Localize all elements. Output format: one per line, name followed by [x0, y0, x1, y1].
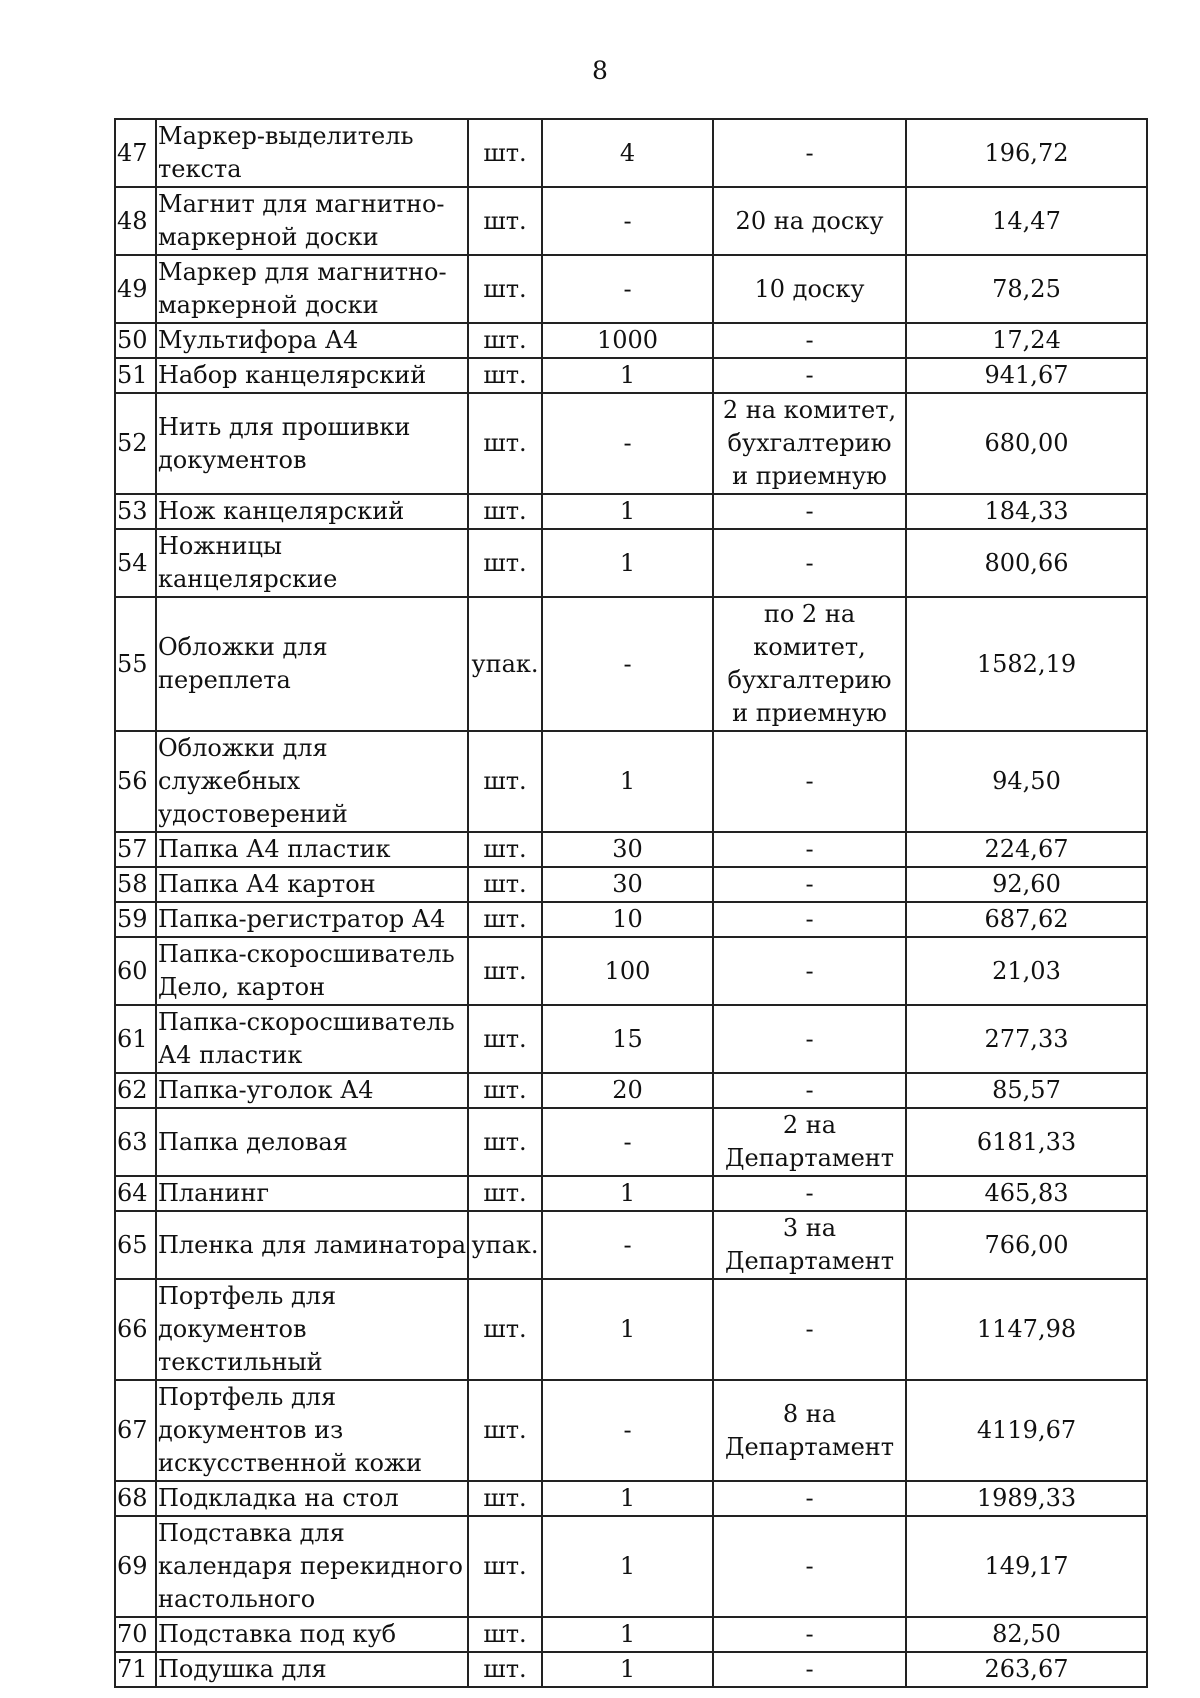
- item-name: Папка-скоросшиватель Дело, картон: [156, 937, 468, 1005]
- row-number: 49: [115, 255, 156, 323]
- table-row: [115, 255, 1147, 323]
- item-name: Планинг: [156, 1176, 468, 1211]
- item-note: 8 на Департамент: [713, 1380, 906, 1481]
- item-name: Папка А4 пластик: [156, 832, 468, 867]
- item-unit: шт.: [468, 1380, 542, 1481]
- row-number: 64: [115, 1176, 156, 1211]
- supplies-table-body: [115, 119, 1147, 1687]
- item-price: 277,33: [906, 1005, 1147, 1073]
- item-unit: шт.: [468, 255, 542, 323]
- item-quantity: -: [542, 1380, 713, 1481]
- item-unit: шт.: [468, 494, 542, 529]
- item-note: по 2 на комитет, бухгалтерию и приемную: [713, 597, 906, 731]
- row-number: 52: [115, 393, 156, 494]
- item-quantity: 1: [542, 1481, 713, 1516]
- item-name: Папка А4 картон: [156, 867, 468, 902]
- item-quantity: 4: [542, 119, 713, 187]
- row-number: 51: [115, 358, 156, 393]
- item-note: -: [713, 119, 906, 187]
- item-name: Мультифора А4: [156, 323, 468, 358]
- item-price: 78,25: [906, 255, 1147, 323]
- item-note: -: [713, 832, 906, 867]
- item-note: -: [713, 494, 906, 529]
- row-number: 53: [115, 494, 156, 529]
- table-row: [115, 1279, 1147, 1380]
- item-quantity: 1: [542, 358, 713, 393]
- item-name: Маркер-выделитель текста: [156, 119, 468, 187]
- item-price: 149,17: [906, 1516, 1147, 1617]
- item-price: 224,67: [906, 832, 1147, 867]
- item-name: Портфель для документов текстильный: [156, 1279, 468, 1380]
- item-quantity: 1: [542, 731, 713, 832]
- item-quantity: -: [542, 1108, 713, 1176]
- item-name: Папка деловая: [156, 1108, 468, 1176]
- item-unit: шт.: [468, 1652, 542, 1687]
- item-note: 20 на доску: [713, 187, 906, 255]
- item-quantity: 1: [542, 1176, 713, 1211]
- item-quantity: 100: [542, 937, 713, 1005]
- table-row: [115, 1073, 1147, 1108]
- table-row: [115, 902, 1147, 937]
- item-quantity: 15: [542, 1005, 713, 1073]
- table-row: [115, 393, 1147, 494]
- item-unit: шт.: [468, 1005, 542, 1073]
- item-unit: шт.: [468, 358, 542, 393]
- table-row: [115, 1211, 1147, 1279]
- row-number: 59: [115, 902, 156, 937]
- item-note: -: [713, 1516, 906, 1617]
- item-note: -: [713, 1617, 906, 1652]
- item-unit: шт.: [468, 187, 542, 255]
- row-number: 70: [115, 1617, 156, 1652]
- item-note: -: [713, 358, 906, 393]
- row-number: 61: [115, 1005, 156, 1073]
- table-row: [115, 1652, 1147, 1687]
- table-row: [115, 1176, 1147, 1211]
- row-number: 69: [115, 1516, 156, 1617]
- item-note: -: [713, 323, 906, 358]
- item-note: 3 на Департамент: [713, 1211, 906, 1279]
- item-note: -: [713, 867, 906, 902]
- item-name: Пленка для ламинатора: [156, 1211, 468, 1279]
- item-unit: шт.: [468, 1516, 542, 1617]
- item-quantity: 1: [542, 1279, 713, 1380]
- item-name: Подставка под куб: [156, 1617, 468, 1652]
- item-name: Ножницы канцелярские: [156, 529, 468, 597]
- item-price: 196,72: [906, 119, 1147, 187]
- table-row: [115, 119, 1147, 187]
- table-row: [115, 1516, 1147, 1617]
- item-note: 2 на комитет, бухгалтерию и приемную: [713, 393, 906, 494]
- table-row: [115, 323, 1147, 358]
- table-row: [115, 1617, 1147, 1652]
- item-name: Подставка для календаря перекидного настольного: [156, 1516, 468, 1617]
- item-unit: шт.: [468, 731, 542, 832]
- item-price: 21,03: [906, 937, 1147, 1005]
- item-price: 14,47: [906, 187, 1147, 255]
- item-quantity: 20: [542, 1073, 713, 1108]
- item-name: Подушка для: [156, 1652, 468, 1687]
- item-unit: шт.: [468, 1279, 542, 1380]
- item-price: 184,33: [906, 494, 1147, 529]
- item-quantity: 1: [542, 529, 713, 597]
- item-note: -: [713, 1176, 906, 1211]
- item-note: -: [713, 529, 906, 597]
- table-row: [115, 529, 1147, 597]
- item-unit: шт.: [468, 1481, 542, 1516]
- item-name: Папка-регистратор А4: [156, 902, 468, 937]
- item-price: 1582,19: [906, 597, 1147, 731]
- row-number: 55: [115, 597, 156, 731]
- table-row: [115, 187, 1147, 255]
- item-name: Нить для прошивки документов: [156, 393, 468, 494]
- item-price: 766,00: [906, 1211, 1147, 1279]
- table-row: [115, 597, 1147, 731]
- item-note: 10 доску: [713, 255, 906, 323]
- item-note: -: [713, 937, 906, 1005]
- item-unit: шт.: [468, 832, 542, 867]
- item-price: 94,50: [906, 731, 1147, 832]
- item-price: 4119,67: [906, 1380, 1147, 1481]
- row-number: 56: [115, 731, 156, 832]
- row-number: 71: [115, 1652, 156, 1687]
- item-note: -: [713, 1279, 906, 1380]
- item-price: 6181,33: [906, 1108, 1147, 1176]
- item-price: 941,67: [906, 358, 1147, 393]
- item-price: 1147,98: [906, 1279, 1147, 1380]
- item-unit: шт.: [468, 323, 542, 358]
- item-quantity: 1: [542, 1652, 713, 1687]
- item-note: 2 на Департамент: [713, 1108, 906, 1176]
- item-price: 263,67: [906, 1652, 1147, 1687]
- item-name: Подкладка на стол: [156, 1481, 468, 1516]
- item-note: -: [713, 731, 906, 832]
- item-unit: шт.: [468, 1108, 542, 1176]
- row-number: 65: [115, 1211, 156, 1279]
- row-number: 63: [115, 1108, 156, 1176]
- item-unit: шт.: [468, 119, 542, 187]
- item-name: Набор канцелярский: [156, 358, 468, 393]
- table-row: [115, 494, 1147, 529]
- row-number: 67: [115, 1380, 156, 1481]
- item-quantity: 1: [542, 494, 713, 529]
- item-name: Магнит для магнитно-маркерной доски: [156, 187, 468, 255]
- item-name: Портфель для документов из искусственной кожи: [156, 1380, 468, 1481]
- item-quantity: 1: [542, 1617, 713, 1652]
- item-quantity: -: [542, 1211, 713, 1279]
- item-unit: шт.: [468, 393, 542, 494]
- item-unit: шт.: [468, 1073, 542, 1108]
- item-quantity: -: [542, 597, 713, 731]
- row-number: 62: [115, 1073, 156, 1108]
- item-unit: шт.: [468, 529, 542, 597]
- item-quantity: 30: [542, 867, 713, 902]
- row-number: 60: [115, 937, 156, 1005]
- item-name: Нож канцелярский: [156, 494, 468, 529]
- item-quantity: 1000: [542, 323, 713, 358]
- row-number: 48: [115, 187, 156, 255]
- table-row: [115, 1481, 1147, 1516]
- item-name: Обложки для переплета: [156, 597, 468, 731]
- item-quantity: 1: [542, 1516, 713, 1617]
- item-quantity: 10: [542, 902, 713, 937]
- table-row: [115, 1005, 1147, 1073]
- table-row: [115, 358, 1147, 393]
- item-price: 17,24: [906, 323, 1147, 358]
- item-price: 85,57: [906, 1073, 1147, 1108]
- table-row: [115, 731, 1147, 832]
- row-number: 50: [115, 323, 156, 358]
- item-note: -: [713, 1073, 906, 1108]
- row-number: 58: [115, 867, 156, 902]
- item-price: 82,50: [906, 1617, 1147, 1652]
- item-note: -: [713, 1652, 906, 1687]
- table-row: [115, 867, 1147, 902]
- item-quantity: 30: [542, 832, 713, 867]
- item-quantity: -: [542, 187, 713, 255]
- item-unit: шт.: [468, 937, 542, 1005]
- row-number: 47: [115, 119, 156, 187]
- supplies-table: [114, 118, 1148, 1688]
- item-price: 92,60: [906, 867, 1147, 902]
- item-unit: шт.: [468, 902, 542, 937]
- table-row: [115, 937, 1147, 1005]
- table-row: [115, 1380, 1147, 1481]
- item-note: -: [713, 1005, 906, 1073]
- item-price: 800,66: [906, 529, 1147, 597]
- item-unit: шт.: [468, 1176, 542, 1211]
- table-row: [115, 832, 1147, 867]
- item-price: 465,83: [906, 1176, 1147, 1211]
- row-number: 57: [115, 832, 156, 867]
- item-name: Папка-скоросшиватель А4 пластик: [156, 1005, 468, 1073]
- item-name: Папка-уголок А4: [156, 1073, 468, 1108]
- item-quantity: -: [542, 393, 713, 494]
- item-quantity: -: [542, 255, 713, 323]
- table-row: [115, 1108, 1147, 1176]
- item-price: 1989,33: [906, 1481, 1147, 1516]
- item-unit: упак.: [468, 1211, 542, 1279]
- item-unit: шт.: [468, 1617, 542, 1652]
- item-price: 680,00: [906, 393, 1147, 494]
- row-number: 54: [115, 529, 156, 597]
- page-number: 8: [592, 56, 608, 85]
- item-note: -: [713, 902, 906, 937]
- item-name: Обложки для служебных удостоверений: [156, 731, 468, 832]
- item-name: Маркер для магнитно-маркерной доски: [156, 255, 468, 323]
- item-note: -: [713, 1481, 906, 1516]
- row-number: 68: [115, 1481, 156, 1516]
- item-unit: шт.: [468, 867, 542, 902]
- item-unit: упак.: [468, 597, 542, 731]
- row-number: 66: [115, 1279, 156, 1380]
- item-price: 687,62: [906, 902, 1147, 937]
